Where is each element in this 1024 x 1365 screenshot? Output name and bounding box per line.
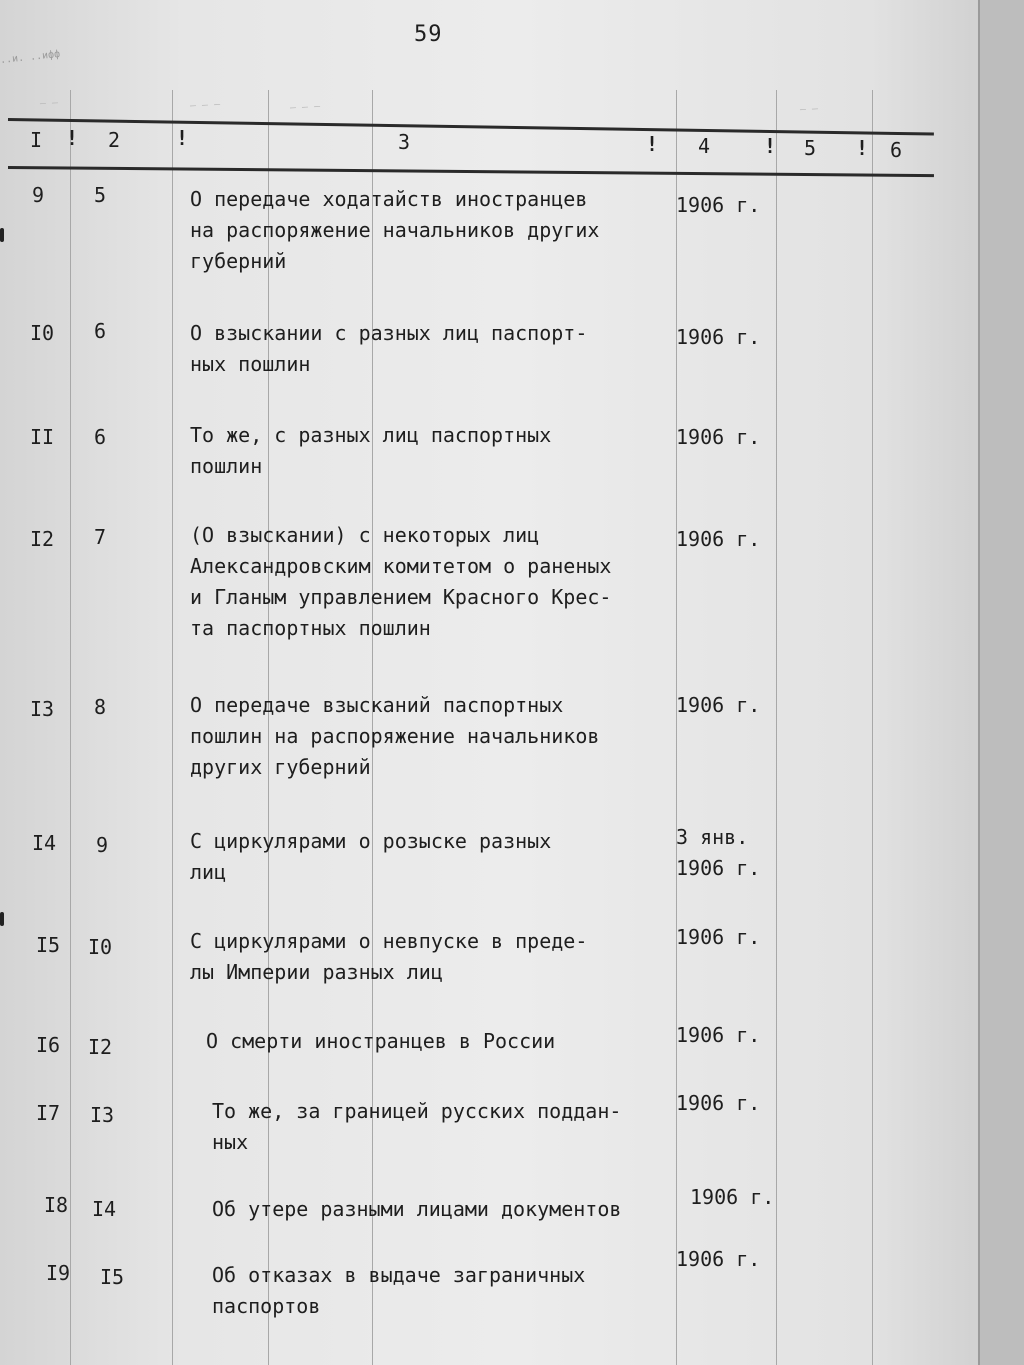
- header-rule-top: [8, 118, 934, 136]
- row-title: С циркулярами о невпуске в преде- лы Империи разных лиц: [190, 929, 588, 984]
- row-title: О смерти иностранцев в России: [206, 1029, 556, 1053]
- row-doc-number: I2: [88, 1035, 113, 1059]
- row-title: То же, с разных лиц паспортных пошлин: [190, 423, 552, 478]
- row-number: I2: [30, 527, 55, 551]
- header-rule-bottom: [8, 166, 934, 177]
- row-date: 1906 г.: [676, 925, 761, 949]
- header-separator: !: [66, 126, 79, 150]
- row-doc-number: 6: [94, 425, 107, 449]
- row-date: 1906 г.: [676, 193, 761, 217]
- row-date: 1906 г.: [676, 1247, 761, 1271]
- row-number: 9: [32, 183, 45, 207]
- row-number: I5: [36, 933, 61, 957]
- row-number: I4: [32, 831, 57, 855]
- header-col-3: 3: [398, 130, 411, 154]
- row-date: 1906 г.: [676, 425, 761, 449]
- row-doc-number: 6: [94, 319, 107, 343]
- row-doc-number: I0: [88, 935, 113, 959]
- header-col-2: 2: [108, 128, 121, 152]
- row-title: О передаче ходатайств иностранцев на распоряжение начальников других губерний: [190, 187, 600, 273]
- row-date: 1906 г.: [676, 1023, 761, 1047]
- row-doc-number: I3: [90, 1103, 115, 1127]
- ghost-text: — — —: [289, 101, 321, 114]
- ghost-text: — —: [799, 103, 819, 116]
- row-number: II: [30, 425, 55, 449]
- row-number: I0: [30, 321, 55, 345]
- row-doc-number: I5: [100, 1265, 125, 1289]
- ghost-text: — — —: [189, 99, 221, 112]
- row-number: I7: [36, 1101, 61, 1125]
- column-divider: [172, 90, 173, 1365]
- row-title: Об отказах в выдаче заграничных паспортов: [212, 1263, 586, 1318]
- row-title: С циркулярами о розыске разных лиц: [190, 829, 552, 884]
- row-title: (О взыскании) с некоторых лиц Александровским комитетом о раненых и Гланым управлением Красного Крес- та паспортных пошлин: [190, 523, 612, 640]
- row-title: Об утере разными лицами документов: [212, 1197, 622, 1221]
- column-divider: [872, 90, 873, 1365]
- row-doc-number: 8: [94, 695, 107, 719]
- header-separator: !: [764, 134, 777, 158]
- page-edge: [978, 0, 1024, 1365]
- row-title: О взыскании с разных лиц паспорт- ных пошлин: [190, 321, 588, 376]
- row-doc-number: 9: [96, 833, 109, 857]
- row-title: О передаче взысканий паспортных пошлин на распоряжение начальников других губерний: [190, 693, 600, 779]
- header-col-1: I: [30, 128, 43, 152]
- row-number: I8: [44, 1193, 69, 1217]
- row-date: 3 янв. 1906 г.: [676, 825, 761, 880]
- row-doc-number: 7: [94, 525, 107, 549]
- header-col-4: 4: [698, 134, 711, 158]
- row-date: 1906 г.: [676, 1091, 761, 1115]
- ghost-text: — —: [39, 97, 59, 110]
- row-number: I9: [46, 1261, 71, 1285]
- row-date: 1906 г.: [690, 1185, 775, 1209]
- row-date: 1906 г.: [676, 325, 761, 349]
- binder-hole: [0, 228, 4, 242]
- row-title: То же, за границей русских поддан- ных: [212, 1099, 622, 1154]
- column-divider: [776, 90, 777, 1365]
- header-col-6: 6: [890, 138, 903, 162]
- header-separator: !: [856, 136, 869, 160]
- row-doc-number: 5: [94, 183, 107, 207]
- row-date: 1906 г.: [676, 693, 761, 717]
- header-separator: !: [176, 126, 189, 150]
- row-doc-number: I4: [92, 1197, 117, 1221]
- page-number: 59: [414, 22, 443, 47]
- header-col-5: 5: [804, 136, 817, 160]
- header-separator: !: [646, 132, 659, 156]
- row-date: 1906 г.: [676, 527, 761, 551]
- row-number: I6: [36, 1033, 61, 1057]
- column-divider: [70, 90, 71, 1365]
- archive-stamp: ..и. ..ифф: [0, 48, 61, 67]
- row-number: I3: [30, 697, 55, 721]
- binder-hole: [0, 912, 4, 926]
